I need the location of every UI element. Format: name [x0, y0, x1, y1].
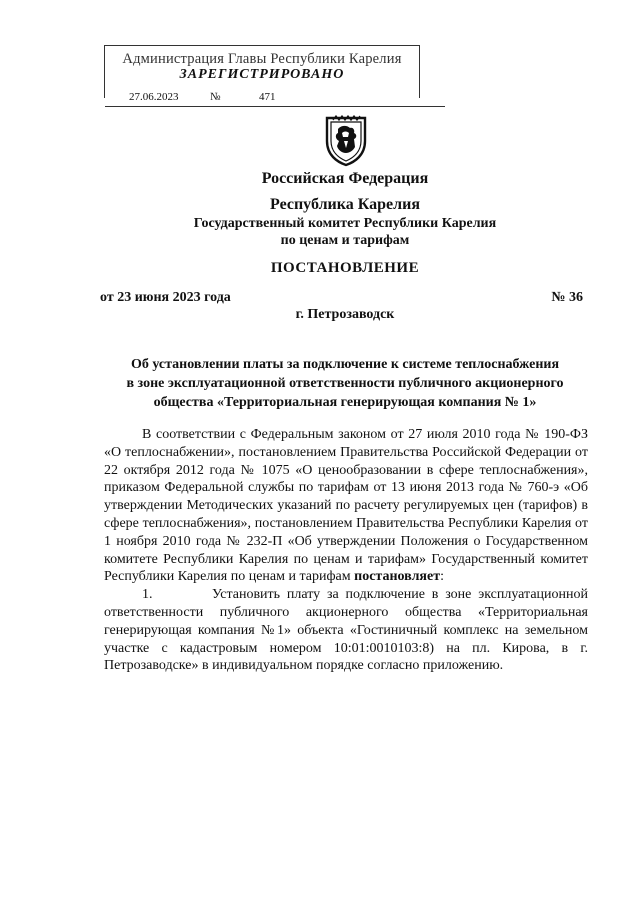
stamp-organization: Администрация Главы Республики Карелия [122, 51, 402, 67]
committee-title-line1: Государственный комитет Республики Карелия [193, 216, 497, 231]
republic-title: Республика Карелия [270, 196, 420, 213]
subject-line: Об установлении платы за подключение к системе теплоснабжения [130, 357, 560, 372]
country-title: Российская Федерация [261, 170, 429, 187]
document-type: ПОСТАНОВЛЕНИЕ [270, 260, 420, 276]
item-1-text: Установить плату за подключение в зоне эксплуатационной ответственности публичного акционерного общества «Территориальная генерирующая компания №1» объекта «Гостиничный комплекс на земельном участке с кадастровым номером 10:01:0010103:8) на пл. Кирова, в г. Петрозаводске» в индивидуальном порядке согласно приложению. [104, 587, 588, 674]
coat-of-arms-of-karelia-icon [324, 115, 368, 167]
document-subject [100, 355, 590, 412]
committee-title-line2: по ценам и тарифам [280, 233, 410, 248]
item-1-paragraph [104, 586, 588, 675]
subject-line: в зоне эксплуатационной ответственности публичного акционерного [126, 376, 564, 391]
document-body [104, 426, 588, 675]
preamble-text: В соответствии с Федеральным законом от 27 июля 2010 года № 190-ФЗ «О теплоснабжении», постановлением Правительства Российской Федерации от 22 октября 2012 года № 1075 «О ценообразовании в сфере теплоснабжения», приказом Федеральной службы по тарифам от 13 июня 2013 года № 760-э «Об утверждении Методических указаний по расчету регулируемых цен (тарифов) в сфере теплоснабжения», постановлением Правительства Республики Карелия от 1 ноября 2010 года № 232-П «Об утверждении Положения о Государственном комитете Республики Карелия по ценам и тарифам» Государственный комитет Республики Карелия по ценам и тарифам [104, 427, 588, 585]
document-number: № 36 [551, 290, 583, 305]
stamp-date: 27.06.2023 [129, 91, 179, 103]
stamp-registration-row [105, 91, 445, 107]
document-city: г. Петрозаводск [295, 307, 395, 322]
stamp-number: 471 [259, 91, 276, 103]
item-1-number: 1. [142, 587, 153, 603]
registration-stamp [104, 45, 420, 103]
decree-word: постановляет [354, 569, 441, 585]
stamp-no-label: № [210, 91, 221, 103]
document-date: от 23 июня 2023 года [100, 290, 231, 305]
preamble-paragraph [104, 426, 588, 586]
decree-colon: : [440, 569, 444, 585]
stamp-status: ЗАРЕГИСТРИРОВАНО [179, 67, 345, 82]
subject-line: общества «Территориальная генерирующая компания № 1» [153, 395, 537, 410]
